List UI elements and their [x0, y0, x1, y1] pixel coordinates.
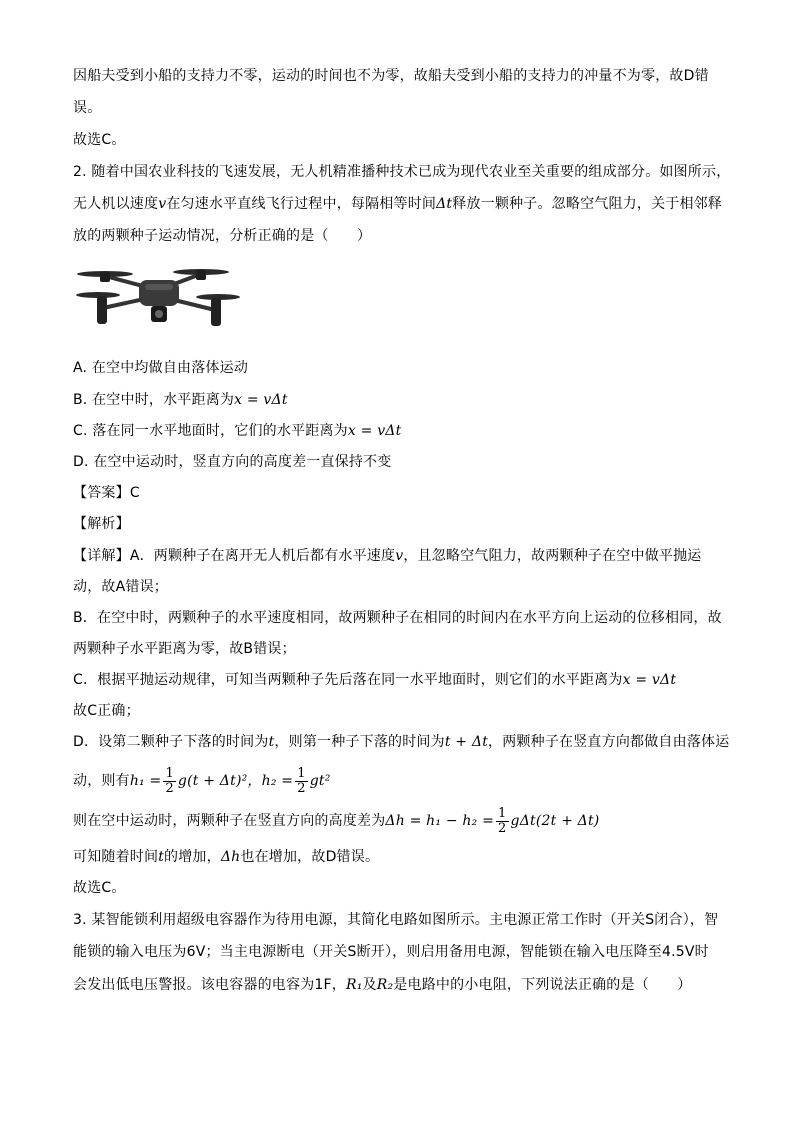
math-h2: ，h₂ = [247, 773, 294, 789]
explanation-line [73, 732, 729, 752]
option-b [73, 390, 288, 410]
math-dh: Δh = h₁ − h₂ = [385, 813, 495, 829]
text-span: 及 [362, 977, 377, 993]
math-formula: x = vΔt [347, 423, 402, 439]
math-t: t [268, 734, 275, 750]
math-r1: R₁ [345, 977, 363, 993]
math-t-plus-dt: t + Δt [444, 734, 489, 750]
math-dh-rhs: gΔt(2t + Δt) [510, 813, 600, 829]
question-3-stem: 能锁的输入电压为6V；当主电源断电（开关S断开），则启用备用电源，智能锁在输入电压降至4.5V时 [73, 944, 709, 960]
text-span: A．两颗种子在离开无人机后都有水平速度 [129, 548, 396, 564]
fraction-denominator: 2 [297, 780, 306, 796]
option-a: A. 在空中均做自由落体运动 [73, 360, 249, 376]
text-span: ，则第一种子下落的时间为 [274, 734, 445, 750]
text-span: 是电路中的小电阻，下列说法正确的是（ ） [393, 977, 692, 993]
option-c [73, 421, 401, 441]
explanation-tag: 【详解】 [73, 548, 130, 564]
answer [73, 483, 140, 503]
text-span: D．设第二颗种子下落的时间为 [73, 734, 269, 750]
question-2-stem [73, 194, 722, 214]
math-r2: R₂ [376, 977, 394, 993]
text-span: 动，则有 [73, 773, 130, 789]
text-span: ，两颗种子在竖直方向都做自由落体运 [488, 734, 730, 750]
fraction-denominator: 2 [165, 780, 174, 796]
text-span: 则在空中运动时，两颗种子在竖直方向的高度差为 [73, 813, 386, 829]
analysis-tag: 【解析】 [73, 516, 130, 532]
fraction-half [295, 767, 307, 796]
text-span: 释放一颗种子。忽略空气阻力，关于相邻释 [452, 196, 723, 212]
explanation-line [73, 546, 702, 566]
explanation-line: 动，故A错误； [73, 579, 168, 595]
text-span: B. 在空中时，水平距离为 [73, 392, 235, 408]
question-3-stem [73, 975, 692, 995]
explanation-line: 故选C。 [73, 880, 126, 896]
text-line: 误。 [73, 100, 102, 116]
question-2-stem: 2. 随着中国农业科技的飞速发展，无人机精准播种技术已成为现代农业至关重要的组成部分。如图所示， [73, 164, 731, 180]
explanation-line [73, 670, 676, 690]
option-d: D. 在空中运动时，竖直方向的高度差一直保持不变 [73, 454, 392, 470]
text-line: 故选C。 [73, 132, 126, 148]
text-span: 可知随着时间 [73, 849, 159, 865]
math-t: t [158, 849, 165, 865]
fraction-numerator: 1 [165, 765, 174, 781]
text-span: C. 落在同一水平地面时，它们的水平距离为 [73, 423, 348, 439]
answer-tag: 【答案】 [73, 485, 130, 501]
math-v: v [158, 196, 167, 212]
explanation-line: B．在空中时，两颗种子的水平速度相同，故两颗种子在相同的时间内在水平方向上运动的位移相同，故 [73, 610, 722, 626]
text-span: ，且忽略空气阻力，故两颗种子在空中做平抛运 [403, 548, 702, 564]
explanation-line [73, 764, 331, 798]
math-v: v [395, 548, 404, 564]
text-span: 在匀速水平直线飞行过程中，每隔相等时间 [166, 196, 437, 212]
text-span: C．根据平抛运动规律，可知当两颗种子先后落在同一水平地面时，则它们的水平距离为 [73, 672, 623, 688]
explanation-line [73, 804, 599, 838]
math-h1: h₁ = [129, 773, 162, 789]
math-h2-rhs: gt² [309, 773, 331, 789]
math-h1-rhs: g(t + Δt)² [177, 773, 248, 789]
question-2-stem: 放的两颗种子运动情况，分析正确的是（ ） [73, 228, 372, 244]
text-span: 的增加， [164, 849, 221, 865]
fraction-numerator: 1 [498, 805, 507, 821]
explanation-line: 两颗种子水平距离为零，故B错误； [73, 641, 296, 657]
question-3-stem: 3. 某智能锁利用超级电容器作为待用电源，其简化电路如图所示。主电源正常工作时（开关S闭合），智 [73, 912, 719, 928]
fraction-half [496, 807, 508, 836]
explanation-line: 故C正确； [73, 703, 140, 719]
math-formula: x = vΔt [234, 392, 288, 408]
fraction-denominator: 2 [498, 820, 507, 836]
text-span: 会发出低电压警报。该电容器的电容为1F， [73, 977, 346, 993]
text-span: 无人机以速度 [73, 196, 159, 212]
explanation-line [73, 847, 379, 867]
answer-value: C [129, 485, 140, 501]
math-dt: Δt [436, 196, 453, 212]
text-span: 也在增加，故D错误。 [240, 849, 380, 865]
drone-image [73, 262, 243, 337]
math-formula: x = vΔt [622, 672, 677, 688]
fraction-numerator: 1 [297, 765, 306, 781]
fraction-half [163, 767, 175, 796]
text-line: 因船夫受到小船的支持力不零，运动的时间也不为零，故船夫受到小船的支持力的冲量不为零，故D错 [73, 68, 709, 84]
math-dh: Δh [220, 849, 241, 865]
